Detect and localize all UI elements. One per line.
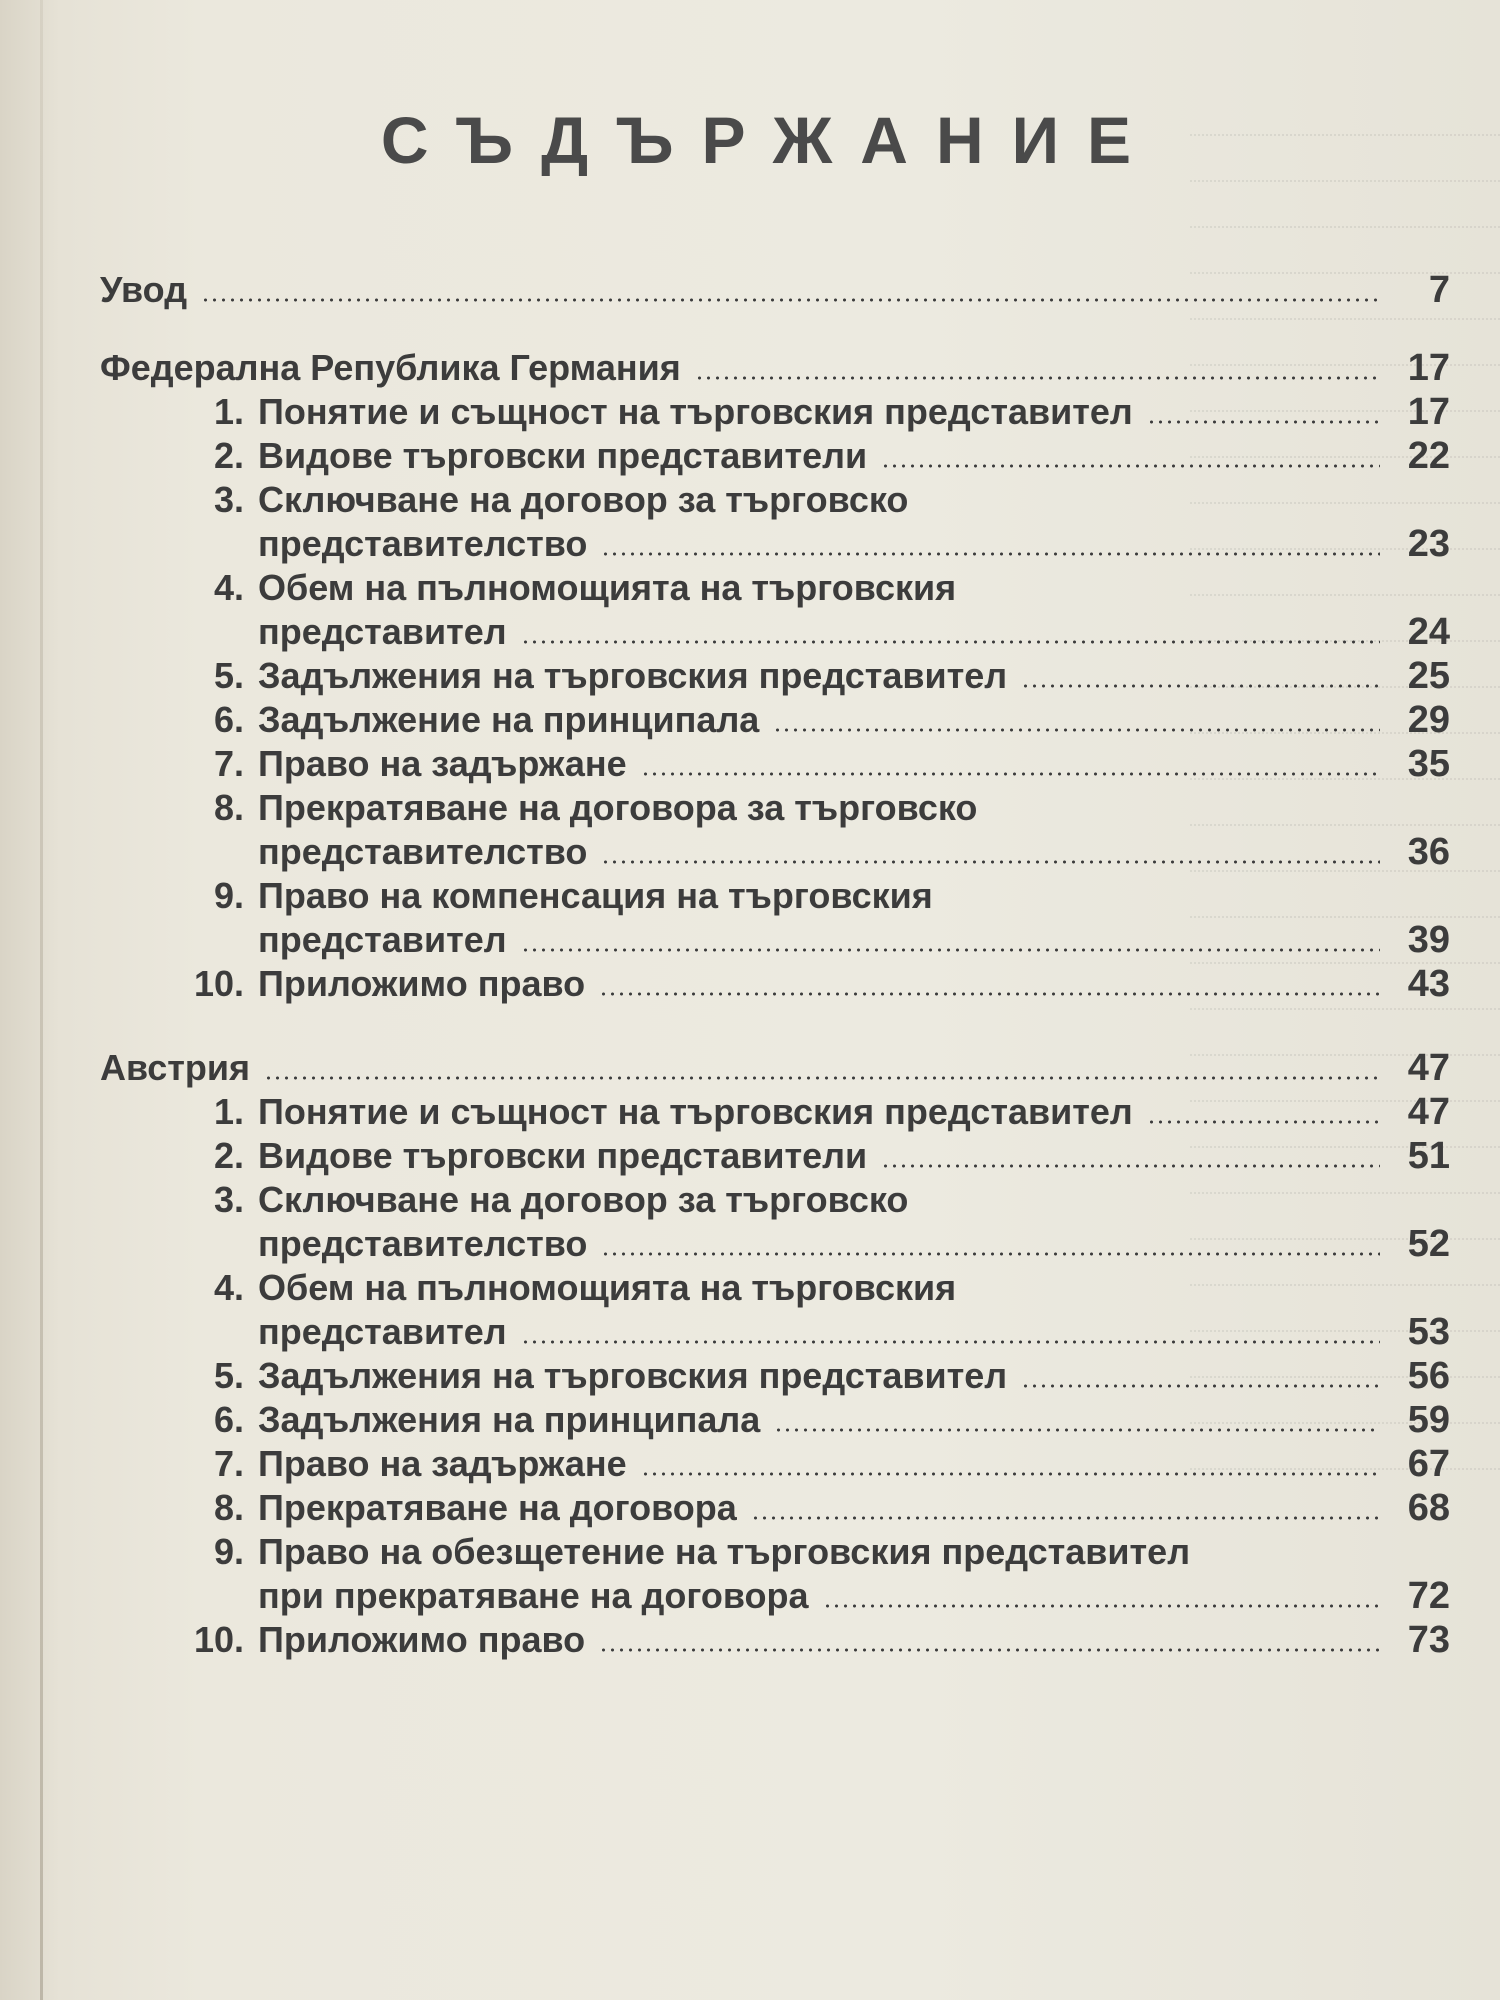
toc-page-number: 52 bbox=[1407, 1223, 1450, 1265]
toc-item-title: Право на задържане bbox=[258, 743, 627, 784]
dot-leader bbox=[1021, 1384, 1380, 1388]
toc-item[interactable] bbox=[100, 654, 1450, 698]
dot-leader bbox=[695, 376, 1380, 380]
toc-page-number: 67 bbox=[1407, 1443, 1450, 1485]
toc-intro-entry[interactable] bbox=[100, 268, 1450, 312]
dot-leader bbox=[601, 552, 1380, 556]
toc-item[interactable] bbox=[100, 1442, 1450, 1486]
toc-item-number: 5. bbox=[213, 1355, 244, 1396]
toc-item[interactable] bbox=[100, 390, 1450, 434]
toc-page-number: 72 bbox=[1407, 1575, 1450, 1617]
toc-item-title: Задължения на търговския представител bbox=[258, 1355, 1008, 1396]
toc-item-number: 10. bbox=[193, 1619, 244, 1660]
dot-leader bbox=[1147, 420, 1380, 424]
toc-item-title-line2: представителство bbox=[258, 831, 588, 872]
toc-page-number: 17 bbox=[1407, 391, 1450, 433]
toc-item-number: 3. bbox=[213, 1179, 244, 1220]
toc-page-number: 24 bbox=[1407, 611, 1450, 653]
toc-page-number: 43 bbox=[1407, 963, 1450, 1005]
toc-item-title: Понятие и същност на търговския представител bbox=[258, 1091, 1133, 1132]
dot-leader bbox=[599, 1648, 1380, 1652]
toc-item[interactable] bbox=[100, 1178, 1450, 1266]
toc-item-title: Видове търговски представители bbox=[258, 435, 868, 476]
toc-item[interactable] bbox=[100, 1090, 1450, 1134]
toc-page-number: 35 bbox=[1407, 743, 1450, 785]
toc-page-number: 29 bbox=[1407, 699, 1450, 741]
toc-item[interactable] bbox=[100, 962, 1450, 1006]
toc-page-number: 23 bbox=[1407, 523, 1450, 565]
dot-leader bbox=[881, 464, 1380, 468]
toc-entry-label: Увод bbox=[100, 269, 188, 310]
toc-page-number: 7 bbox=[1428, 269, 1450, 311]
toc-item-title-line1: Прекратяване на договора за търговско bbox=[258, 787, 978, 828]
toc-item-title-line2: при прекратяване на договора bbox=[258, 1575, 809, 1616]
page-title: СЪДЪРЖАНИЕ bbox=[380, 103, 1160, 178]
toc-item-title: Задължение на принципала bbox=[258, 699, 760, 740]
toc-item-number: 7. bbox=[213, 743, 244, 784]
toc-item-title-line1: Обем на пълномощията на търговския bbox=[258, 1267, 957, 1308]
toc-section-title: Федерална Република Германия bbox=[100, 347, 681, 388]
toc-page-number: 25 bbox=[1407, 655, 1450, 697]
toc-item-title-line1: Право на компенсация на търговския bbox=[258, 875, 933, 916]
dot-leader bbox=[521, 948, 1380, 952]
toc-item-number: 6. bbox=[213, 699, 244, 740]
toc-item[interactable] bbox=[100, 1486, 1450, 1530]
dot-leader bbox=[641, 772, 1380, 776]
toc-section-heading[interactable] bbox=[100, 1046, 1450, 1090]
toc-item-number: 8. bbox=[213, 1487, 244, 1528]
dot-leader bbox=[1147, 1120, 1380, 1124]
toc-item-number: 9. bbox=[213, 875, 244, 916]
toc-item[interactable] bbox=[100, 1134, 1450, 1178]
toc-item-title: Приложимо право bbox=[258, 1619, 586, 1660]
toc-page-number: 59 bbox=[1407, 1399, 1450, 1441]
toc-item-number: 2. bbox=[213, 1135, 244, 1176]
toc-item[interactable] bbox=[100, 1266, 1450, 1354]
book-spine-edge bbox=[40, 0, 43, 2000]
dot-leader bbox=[599, 992, 1380, 996]
dot-leader bbox=[521, 1340, 1380, 1344]
dot-leader bbox=[601, 860, 1380, 864]
toc-item-title-line2: представител bbox=[258, 1311, 507, 1352]
table-of-contents bbox=[100, 268, 1450, 1662]
toc-item-number: 2. bbox=[213, 435, 244, 476]
toc-item[interactable] bbox=[100, 786, 1450, 874]
toc-page-number: 51 bbox=[1407, 1135, 1450, 1177]
toc-page-number: 53 bbox=[1407, 1311, 1450, 1353]
toc-item-number: 9. bbox=[213, 1531, 244, 1572]
toc-section-heading[interactable] bbox=[100, 346, 1450, 390]
toc-item-title: Понятие и същност на търговския представител bbox=[258, 391, 1133, 432]
toc-item[interactable] bbox=[100, 1354, 1450, 1398]
toc-item-number: 7. bbox=[213, 1443, 244, 1484]
dot-leader bbox=[521, 640, 1380, 644]
toc-page-number: 47 bbox=[1407, 1047, 1450, 1089]
toc-item-title-line1: Сключване на договор за търговско bbox=[258, 1179, 909, 1220]
dot-leader bbox=[201, 298, 1380, 302]
toc-item-number: 5. bbox=[213, 655, 244, 696]
toc-item-title: Задължения на търговския представител bbox=[258, 655, 1008, 696]
toc-item-number: 4. bbox=[213, 567, 244, 608]
toc-section-title: Австрия bbox=[100, 1047, 251, 1088]
toc-item-title-line2: представителство bbox=[258, 523, 588, 564]
toc-item-number: 6. bbox=[213, 1399, 244, 1440]
toc-item-title: Прекратяване на договора bbox=[258, 1487, 737, 1528]
toc-page-number: 22 bbox=[1407, 435, 1450, 477]
toc-item[interactable] bbox=[100, 434, 1450, 478]
dot-leader bbox=[774, 1428, 1380, 1432]
toc-item-title: Видове търговски представители bbox=[258, 1135, 868, 1176]
toc-page-number: 73 bbox=[1407, 1619, 1450, 1661]
toc-section bbox=[100, 1046, 1450, 1662]
dot-leader bbox=[823, 1604, 1380, 1608]
dot-leader bbox=[641, 1472, 1380, 1476]
toc-item-title: Приложимо право bbox=[258, 963, 586, 1004]
dot-leader bbox=[601, 1252, 1380, 1256]
toc-page-number: 56 bbox=[1407, 1355, 1450, 1397]
toc-item-title-line2: представителство bbox=[258, 1223, 588, 1264]
toc-item-number: 3. bbox=[213, 479, 244, 520]
toc-item-title-line2: представител bbox=[258, 611, 507, 652]
toc-item-number: 10. bbox=[193, 963, 244, 1004]
toc-item[interactable] bbox=[100, 478, 1450, 566]
toc-page-number: 39 bbox=[1407, 919, 1450, 961]
toc-page-number: 17 bbox=[1407, 347, 1450, 389]
dot-leader bbox=[1021, 684, 1380, 688]
dot-leader bbox=[881, 1164, 1380, 1168]
toc-item-title-line2: представител bbox=[258, 919, 507, 960]
toc-item[interactable] bbox=[100, 742, 1450, 786]
toc-item-number: 4. bbox=[213, 1267, 244, 1308]
toc-item[interactable] bbox=[100, 1398, 1450, 1442]
toc-item[interactable] bbox=[100, 1530, 1450, 1618]
toc-item[interactable] bbox=[100, 874, 1450, 962]
toc-item-title: Право на задържане bbox=[258, 1443, 627, 1484]
toc-item-title-line1: Обем на пълномощията на търговския bbox=[258, 567, 957, 608]
toc-item-title-line1: Право на обезщетение на търговския представител bbox=[258, 1531, 1191, 1572]
toc-item-title-line1: Сключване на договор за търговско bbox=[258, 479, 909, 520]
toc-item-title: Задължения на принципала bbox=[258, 1399, 761, 1440]
toc-item-number: 1. bbox=[213, 391, 244, 432]
dot-leader bbox=[773, 728, 1380, 732]
toc-page-number: 36 bbox=[1407, 831, 1450, 873]
toc-item[interactable] bbox=[100, 698, 1450, 742]
toc-page-number: 68 bbox=[1407, 1487, 1450, 1529]
toc-item[interactable] bbox=[100, 566, 1450, 654]
toc-item[interactable] bbox=[100, 1618, 1450, 1662]
toc-page-number: 47 bbox=[1407, 1091, 1450, 1133]
toc-item-number: 1. bbox=[213, 1091, 244, 1132]
dot-leader bbox=[264, 1076, 1380, 1080]
toc-section bbox=[100, 346, 1450, 1006]
dot-leader bbox=[751, 1516, 1380, 1520]
toc-item-number: 8. bbox=[213, 787, 244, 828]
